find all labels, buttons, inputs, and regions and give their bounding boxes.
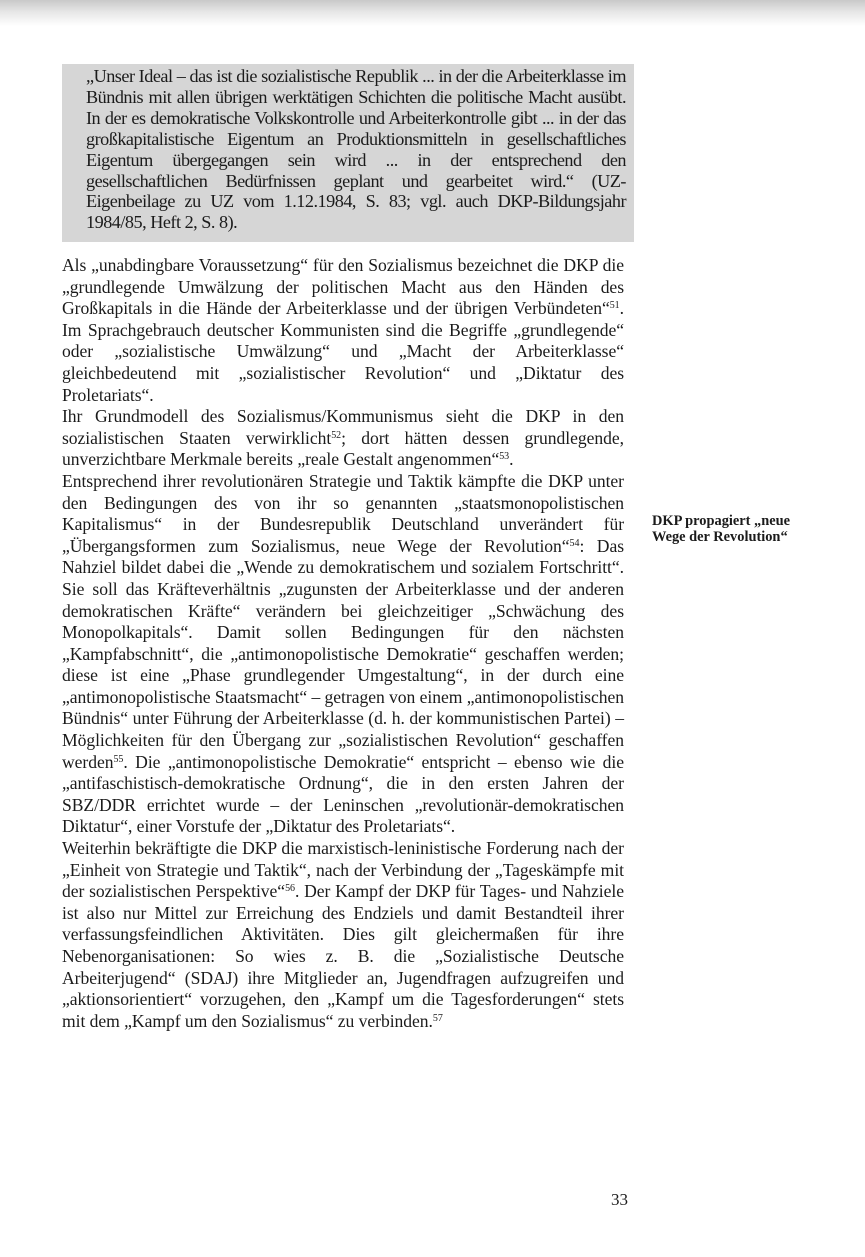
page-number: 33 [611,1190,628,1209]
text-run: Entsprechend ihrer revolutionären Strategie und Taktik kämpfte die DKP unter den Bedingungen des von ihr so genannten „staatsmonopolistischen Kapitalismus“ in der Bundesrepublik Deutschland unverändert für „Übergangsformen zum Sozialismus, neue Wege der Revolution“ [62,470,624,556]
text-run: Als „unabdingbare Voraussetzung“ für den Sozialismus bezeichnet die DKP die „grundlegende Umwälzung der politischen Macht aus den Händen des Großkapitals in die Hände der Arbeiterklasse und der übrigen Verbündeten“ [62,255,624,319]
paragraph [62,471,624,838]
paragraph [62,838,624,1032]
footnote-ref: 54 [569,537,580,549]
paragraph [62,406,624,471]
text-run: : Das Nahziel bildet dabei die „Wende zu demokratischem und sozialem Fortschritt“. Sie soll das Kräfteverhältnis „zugunsten der Arbeiterklasse und der anderen demokratischen Kräfte“ verändern bei gleichzeitiger „Schwächung des Monopolkapitals“. Damit sollen Bedingungen für den nächsten „Kampfabschnitt“, die „antimonopolistische Demokratie“ geschaffen werden; diese ist eine „Phase grundlegender Umgestaltung“, in der durch eine „antimonopolistische Staatsmacht“ – getragen von einem „antimonopolistischen Bündnis“ unter Führung der Arbeiterklasse (d. h. der kommunistischen Partei) – Möglichkeiten für den Übergang zur „sozialistischen Revolution“ geschaffen werden [62,535,624,772]
text-run: . Der Kampf der DKP für Tages- und Nahziele ist also nur Mittel zur Erreichung des Endziels und damit Bestandteil ihrer verfassungsfeindlichen Aktivitäten. Dies gilt gleichermaßen für ihre Nebenorganisationen: So wies z. B. die „Sozialistische Deutsche Arbeiterjugend“ (SDAJ) ihre Mitglieder an, Jugendfragen aufzugreifen und „aktionsorientiert“ vorzugehen, den „Kampf um die Tagesforderungen“ stets mit dem „Kampf um den Sozialismus“ zu verbinden. [62,881,624,1031]
text-run: Weiterhin bekräftigte die DKP die marxistisch-leninistische Forderung nach der „Einheit von Strategie und Taktik“, nach der Verbindung der „Tageskämpfe mit der sozialistischen Perspektive“ [62,838,624,902]
text-run: ; dort hätten dessen grundlegende, unverzichtbare Merkmale bereits „reale Gestalt angenommen“ [62,427,625,470]
footnote-ref: 57 [432,1012,443,1024]
main-text [62,255,624,1032]
quote-text: „Unser Ideal – das ist die sozialistische Republik ... in der die Arbeiterklasse im Bündnis mit allen übrigen werktätigen Schichten die politische Macht ausübt. In der es demokratische Volkskontrolle und Arbeiterkontrolle gibt ... in der das großkapitalistische Eigentum an Produktionsmitteln in gesellschaftliches Eigentum übergegangen sein wird ... in der entsprechend den gesellschaftlichen Bedürfnissen geplant und gearbeitet wird.“ (UZ-Eigenbeilage zu UZ vom 1.12.1984, S. 83; vgl. auch DKP-Bildungsjahr 1984/85, Heft 2, S. 8). [86,66,626,233]
footnote-ref: 51 [609,300,620,312]
paragraph [62,255,624,406]
footnote-ref: 53 [499,451,510,463]
footnote-ref: 56 [285,883,295,895]
text-run: Ihr Grundmodell des Sozialismus/Kommunismus sieht die DKP in den sozialistischen Staaten verwirklicht [62,406,624,448]
scan-top-shadow [0,0,865,26]
footnote-ref: 55 [113,753,124,765]
margin-note: DKP propagiert „neue Wege der Revolution“ [652,513,791,545]
text-run: . [509,449,514,470]
footnote-ref: 52 [331,429,342,441]
text-run: . Im Sprachgebrauch deutscher Kommunisten sind die Begriffe „grundlegende“ oder „sozialistische Umwälzung“ und „Macht der Arbeiterklasse“ gleichbedeutend mit „sozialistischer Revolution“ und „Diktatur des Proletariats“. [62,298,624,405]
text-run: . Die „antimonopolistische Demokratie“ entspricht – ebenso wie die „antifaschistisch-demokratische Ordnung“, die in den ersten Jahren der SBZ/DDR errichtet wurde – der Leninschen „revolutionär-demokratischen Diktatur“, einer Vorstufe der „Diktatur des Proletariats“. [62,751,624,837]
